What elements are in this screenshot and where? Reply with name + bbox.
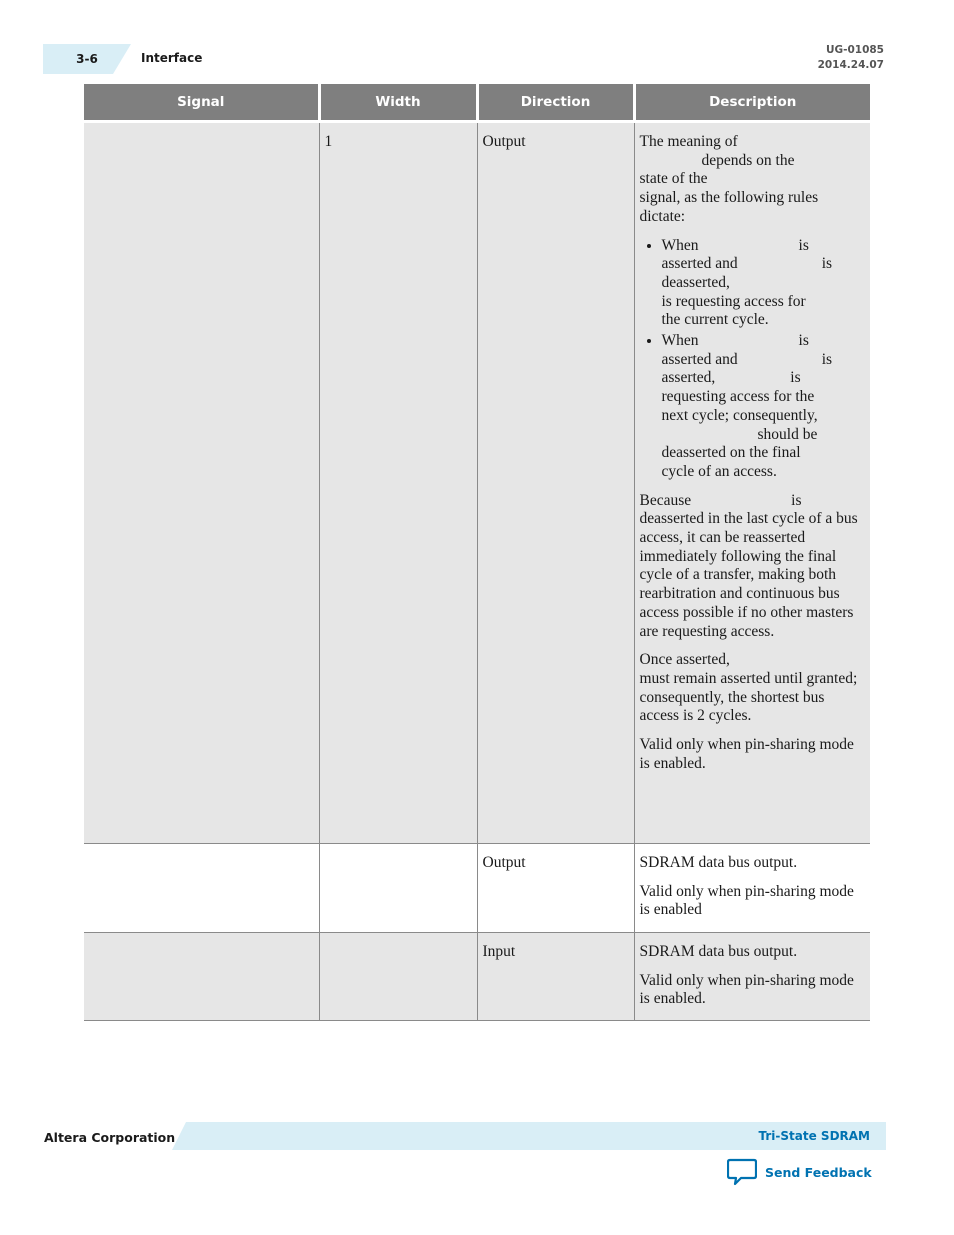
page-number: 3-6 [76,52,98,66]
text-fragment: is [798,236,809,254]
text-fragment: When [661,236,699,254]
direction-cell: Input [477,933,634,1021]
text-fragment: deasserted on the final [661,444,801,462]
description-paragraph: SDRAM data bus output. [639,854,798,871]
column-header-description: Description [634,84,870,122]
text-fragment: Because [639,491,692,509]
text-fragment: dictate: [639,207,686,225]
width-cell [319,933,477,1021]
table-row [84,844,870,933]
send-feedback-link[interactable] [727,1158,872,1186]
description-paragraph [640,651,866,726]
text-fragment: asserted and [661,350,738,368]
text-fragment: is [821,255,833,273]
table-row [84,933,870,1021]
description-paragraph: Valid only when pin-sharing mode is enabled. [639,971,854,1008]
description-cell [634,933,870,1021]
list-item [662,332,866,482]
text-fragment: The meaning of [639,133,738,150]
width-cell: 1 [319,122,477,844]
text-fragment: next cycle; consequently, [661,406,818,424]
text-fragment: deasserted in the last cycle of a bus access, it can be reasserted immediately following the final cycle of a transfer, making both rearbitration and continuous bus access possible if no other masters are requesting access. [639,510,858,640]
signal-cell [84,933,319,1021]
footer-bar-slant [172,1122,186,1150]
signal-cell [84,844,319,933]
text-fragment: asserted and [661,255,738,273]
rule-list [640,237,866,482]
doc-date: 2014.24.07 [817,59,884,71]
table-header-row [84,84,870,122]
text-fragment: asserted, [661,369,716,387]
text-fragment: Once asserted, [639,651,730,669]
column-header-signal: Signal [84,84,319,122]
text-fragment: the current cycle. [661,311,769,329]
text-fragment: is [791,491,802,509]
list-item [662,237,866,331]
description-paragraph: Valid only when pin-sharing mode is enabled. [639,736,854,772]
direction-cell: Output [477,122,634,844]
text-fragment: is [798,332,809,350]
doc-id: UG-01085 [825,44,884,56]
text-fragment: signal, as the following rules [639,189,819,207]
text-fragment: should be [757,425,818,443]
doc-id-block [818,43,884,73]
description-paragraph [640,133,866,227]
text-fragment: When [661,332,699,350]
text-fragment: depends on the [701,151,795,169]
text-fragment: is [821,350,833,368]
signal-table [84,84,870,1021]
width-cell [319,844,477,933]
text-fragment: state of the [639,170,708,188]
text-fragment: is requesting access for [661,292,806,310]
description-paragraph [640,492,866,642]
text-fragment: must remain asserted until granted; consequently, the shortest bus access is 2 cycles. [639,669,858,725]
footer-doc-title: Tri-State SDRAM [758,1129,870,1143]
description-paragraph: Valid only when pin-sharing mode is enabled [639,882,854,919]
text-fragment: deasserted, [661,273,730,291]
description-paragraph: SDRAM data bus output. [639,943,798,960]
text-fragment: cycle of an access. [661,462,777,480]
description-cell [634,122,870,844]
column-header-width: Width [319,84,477,122]
section-title: Interface [141,51,203,65]
send-feedback-label[interactable]: Send Feedback [765,1164,872,1180]
description-cell [634,844,870,933]
text-fragment: is [790,369,801,387]
text-fragment: requesting access for the [661,388,815,406]
signal-cell [84,122,319,844]
column-header-direction: Direction [477,84,634,122]
speech-bubble-icon [727,1158,757,1186]
footer-company: Altera Corporation [44,1130,176,1145]
table-row [84,122,870,844]
direction-cell: Output [477,844,634,933]
